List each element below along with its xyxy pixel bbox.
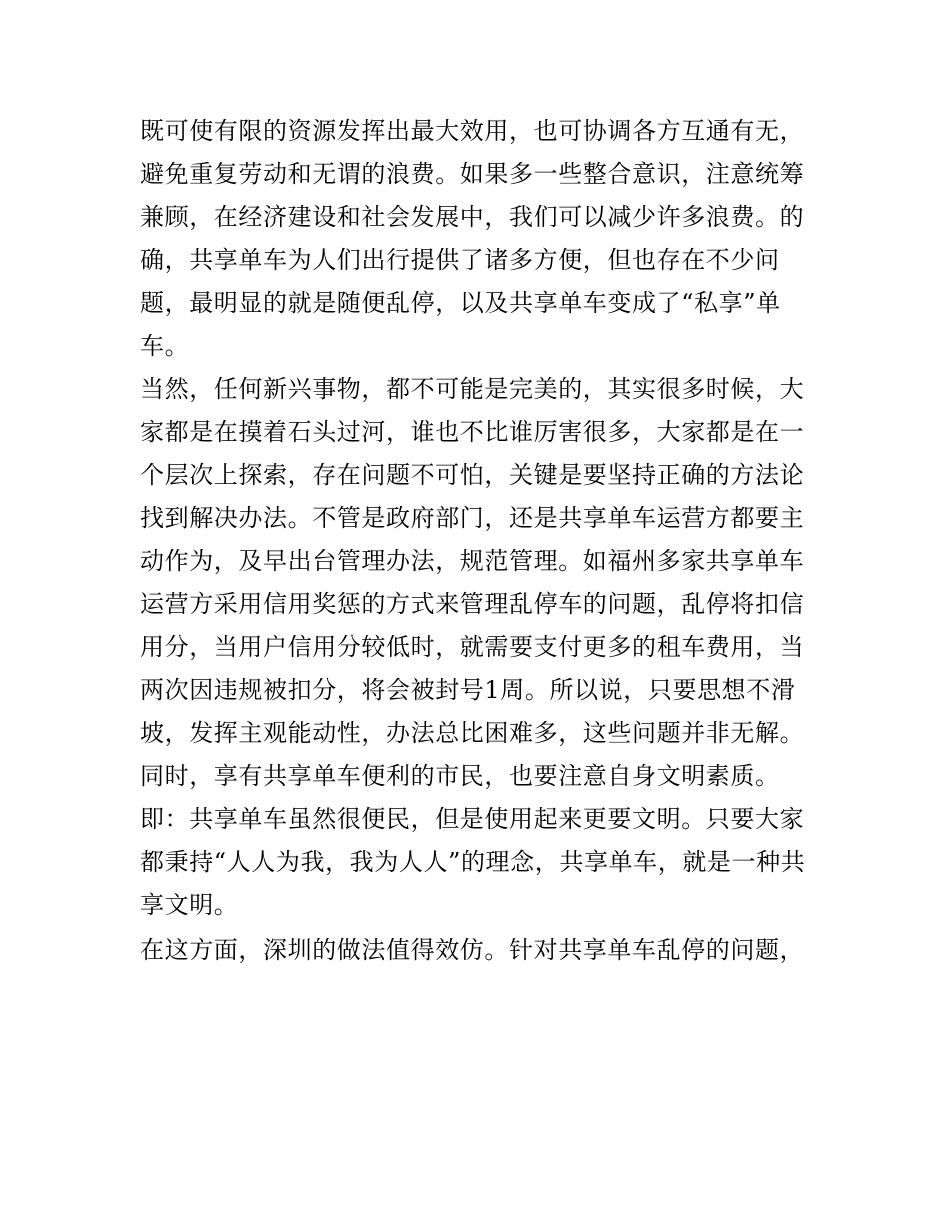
text-line: 题，最明显的就是随便乱停，以及共享单车变成了“私享”单: [140, 289, 781, 317]
text-line: 避免重复劳动和无谓的浪费。如果多一些整合意识，注意统筹: [140, 160, 805, 188]
text-line: 享文明。: [140, 891, 239, 919]
text-line: 当然，任何新兴事物，都不可能是完美的，其实很多时候，大: [140, 375, 805, 403]
text-line: 确，共享单车为人们出行提供了诸多方便，但也存在不少问: [140, 246, 780, 274]
text-line: 即：共享单车虽然很便民，但是使用起来更要文明。只要大家: [140, 805, 805, 833]
text-line: 在这方面，深圳的做法值得效仿。针对共享单车乱停的问题，: [140, 936, 805, 964]
text-line: 都秉持“人人为我，我为人人”的理念，共享单车，就是一种共: [140, 848, 806, 876]
text-line: 用分，当用户信用分较低时，就需要支付更多的租车费用，当: [140, 633, 805, 661]
text-line: 找到解决办法。不管是政府部门，还是共享单车运营方都要主: [140, 504, 805, 532]
text-line: 兼顾，在经济建设和社会发展中，我们可以减少许多浪费。的: [140, 203, 805, 231]
text-line: 两次因违规被扣分，将会被封号1周。所以说，只要思想不滑: [140, 676, 796, 704]
text-line: 车。: [140, 332, 190, 360]
text-line: 运营方采用信用奖惩的方式来管理乱停车的问题，乱停将扣信: [140, 590, 805, 618]
text-line: 坡，发挥主观能动性，办法总比困难多，这些问题并非无解。: [140, 719, 805, 747]
text-line: 同时，享有共享单车便利的市民，也要注意自身文明素质。: [140, 762, 780, 790]
text-line: 既可使有限的资源发挥出最大效用，也可协调各方互通有无，: [140, 117, 805, 145]
text-line: 家都是在摸着石头过河，谁也不比谁厉害很多，大家都是在一: [140, 418, 805, 446]
body-text: [140, 110, 830, 972]
text-line: 动作为，及早出台管理办法，规范管理。如福州多家共享单车: [140, 547, 805, 575]
text-line: 个层次上探索，存在问题不可怕，关键是要坚持正确的方法论: [140, 461, 805, 489]
